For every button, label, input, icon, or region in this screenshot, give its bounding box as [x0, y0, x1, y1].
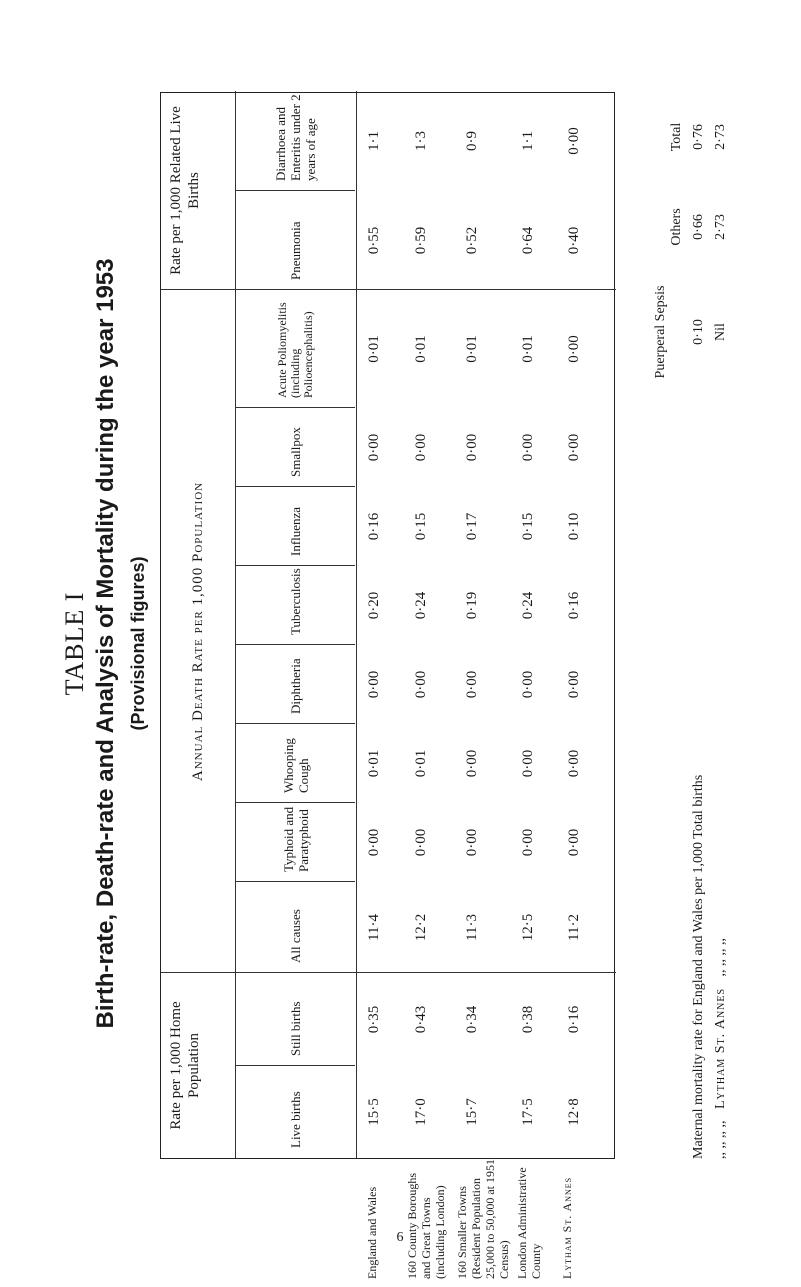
group-divider-2 [161, 289, 616, 290]
mortality-table [160, 92, 615, 1159]
table-cell: 0·38 [520, 1005, 536, 1034]
table-cell: 15·5 [366, 1098, 382, 1126]
table-cell: 0·16 [366, 512, 382, 541]
maternal-suffix: ,, ,, ,, ,, [713, 937, 728, 977]
table-cell: 0·00 [520, 749, 536, 778]
col-diphtheria: Diphtheria [288, 658, 303, 714]
table-cell: 0·15 [520, 512, 536, 541]
col-infant-all-causes: Diarrhoea and Enteritis under 2 years of age [273, 94, 318, 181]
table-cell: 0·15 [413, 512, 429, 541]
col-influenza: Influenza [288, 506, 303, 556]
table-cell: 12·2 [413, 913, 429, 942]
table-cell: 0·00 [464, 670, 480, 699]
table-title: TABLE I [60, 591, 89, 696]
table-cell: 0·16 [566, 1005, 582, 1034]
table-cell: 0·01 [520, 335, 536, 363]
table-cell: 0·59 [413, 226, 429, 255]
table-cell: 0·00 [413, 670, 429, 699]
table-cell: 0·55 [366, 226, 382, 255]
maternal-value: 2·73 [713, 124, 728, 150]
table-cell: 0·01 [366, 335, 382, 363]
table-cell: 0·00 [520, 828, 536, 857]
table-cell: 15·7 [464, 1098, 480, 1126]
group-divider-1 [161, 972, 616, 973]
table-cell: 0·00 [366, 828, 382, 857]
maternal-head-others: Others [669, 208, 684, 246]
col-all-causes: All causes [288, 909, 303, 963]
table-cell: 12·8 [566, 1098, 582, 1126]
table-cell: 0·16 [566, 591, 582, 620]
table-cell: 0·00 [566, 828, 582, 857]
table-cell: 0·34 [464, 1005, 480, 1034]
table-cell: 0·00 [413, 828, 429, 857]
table-cell: 0·01 [366, 749, 382, 778]
maternal-head-total: Total [669, 122, 684, 152]
col-diarrhoea: Pneumonia [288, 221, 303, 280]
table-cell: 0·00 [520, 433, 536, 462]
table-cell: 11·2 [566, 914, 582, 941]
group-annual-death-rate: Annual Death Rate per 1,000 Population [190, 481, 206, 782]
table-cell: 0·00 [464, 749, 480, 778]
row-label: England and Wales [365, 1186, 379, 1279]
table-cell: 0·10 [566, 512, 582, 541]
maternal-head-sepsis: Puerperal Sepsis [653, 285, 668, 379]
table-cell: 0·43 [413, 1005, 429, 1034]
col-tuberculosis: Tuberculosis [288, 568, 303, 635]
row-label: 160 Smaller Towns (Resident Population 25,000 to 50,000 at 1951 Census) [455, 1159, 511, 1279]
maternal-value: 0·10 [691, 319, 706, 345]
table-cell: 0·00 [366, 433, 382, 462]
maternal-row-lytham [712, 459, 729, 1159]
page-number: 6 [396, 1230, 404, 1245]
table-cell: 0·01 [413, 749, 429, 778]
col-typhoid: Typhoid and Paratyphoid [280, 806, 311, 872]
table-cell: 0·00 [566, 433, 582, 462]
row-labels-band [128, 1040, 648, 1200]
table-cell: 11·3 [464, 914, 480, 941]
table-cell: 0·01 [464, 335, 480, 363]
table-cell: 11·4 [366, 914, 382, 941]
maternal-row-ew [690, 459, 707, 1159]
col-smallpox: Smallpox [288, 427, 303, 477]
table-subtitle: Birth-rate, Death-rate and Analysis of Mortality during the year 1953 [92, 258, 119, 1029]
table-cell: 0·00 [566, 335, 582, 363]
table-cell: 0·00 [464, 828, 480, 857]
table-cell: 0·00 [566, 670, 582, 699]
maternal-label-lytham: Lytham St. Annes [713, 987, 728, 1109]
maternal-value: 0·66 [691, 214, 706, 240]
table-cell: 0·00 [566, 749, 582, 778]
group-related-births: Rate per 1,000 Related Live Births [168, 106, 202, 275]
table-cell: 0·00 [366, 670, 382, 699]
maternal-value: Nil [713, 323, 728, 341]
maternal-value: 2·73 [713, 214, 728, 240]
table-cell: 17·0 [413, 1098, 429, 1126]
table-cell: 1·1 [366, 131, 382, 151]
row-label: 160 County Boroughs and Great Towns (including London) [405, 1172, 447, 1279]
table-cell: 0·19 [464, 591, 480, 620]
table-cell: 0·40 [566, 226, 582, 255]
table-cell: 0·00 [566, 127, 582, 155]
col-still-births: Still births [288, 1001, 303, 1056]
table-cell: 1·3 [413, 131, 429, 151]
table-cell: 0·24 [520, 591, 536, 620]
group-home-population: Rate per 1,000 Home Population [168, 1001, 202, 1130]
header-rule [356, 91, 357, 1158]
table-cell: 0·64 [520, 226, 536, 255]
table-cell: 0·01 [413, 335, 429, 363]
row-label: London Administrative County [515, 1167, 543, 1279]
row-label: Lytham St. Annes [560, 1176, 574, 1279]
table-cell: 0·9 [464, 131, 480, 151]
col-live-births: Live births [288, 1091, 303, 1148]
table-cell: 0·00 [413, 433, 429, 462]
table-cell: 0·24 [413, 591, 429, 620]
table-cell: 12·5 [520, 913, 536, 942]
maternal-value: 0·76 [691, 124, 706, 150]
table-cell: 0·00 [520, 670, 536, 699]
table-note: (Provisional figures) [128, 556, 148, 731]
table-cell: 17·5 [520, 1098, 536, 1126]
table-cell: 0·17 [464, 512, 480, 541]
table-cell: 1·1 [520, 131, 536, 151]
maternal-label-ew: Maternal mortality rate for England and Wales per 1,000 Total births [691, 774, 706, 1159]
maternal-prefix: ,, ,, ,, ,, [713, 1120, 728, 1159]
table-cell: 0·20 [366, 591, 382, 620]
col-poliomyelitis: Acute Poliomyelitis (including Polioencephalitis) [275, 302, 315, 398]
col-whooping-cough: Whooping Cough [280, 738, 311, 793]
table-cell: 0·00 [464, 433, 480, 462]
table-cell: 0·35 [366, 1005, 382, 1034]
table-cell: 0·52 [464, 226, 480, 255]
